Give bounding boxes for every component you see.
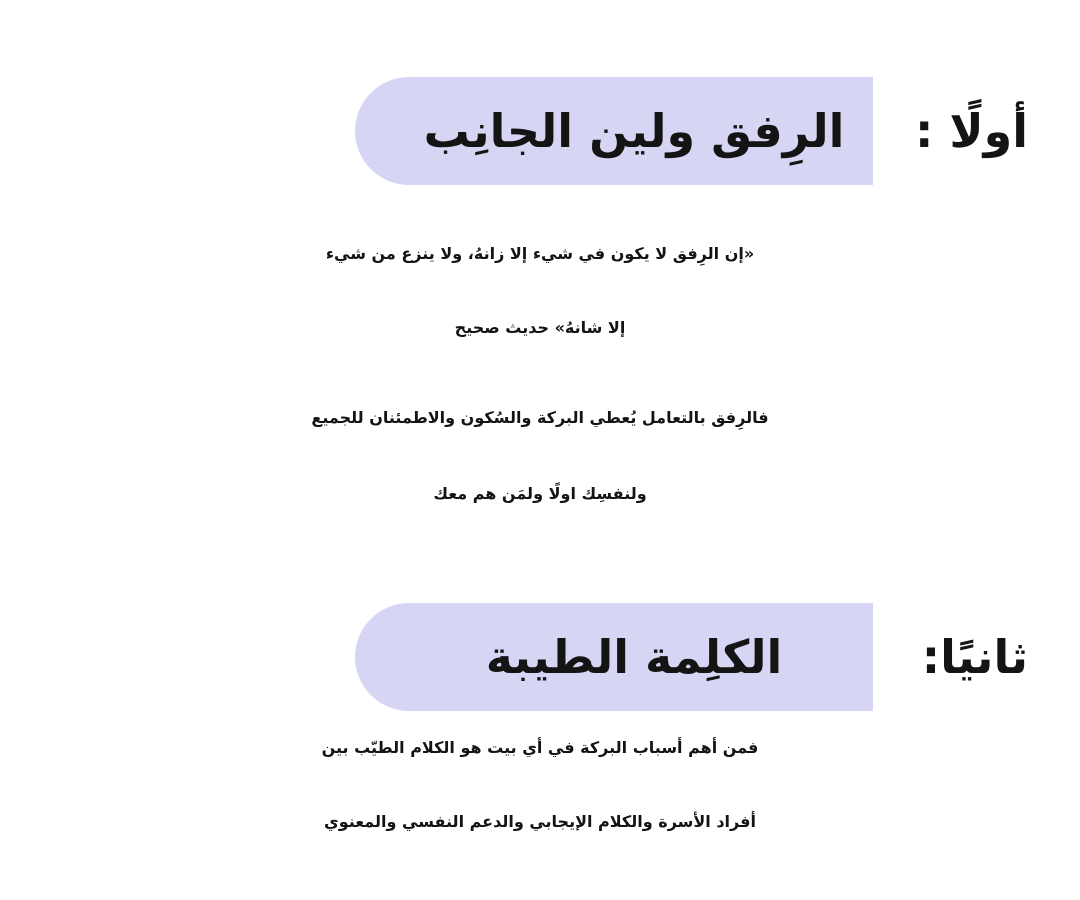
section-1-quote-line-2: إلا شانهُ» حديث صحيح [454,318,626,337]
section-2-ordinal: ثانيًا: [921,630,1028,684]
section-2-body-line-1: فمن أهم أسباب البركة في أي بيت هو الكلام الطيّب بين [321,738,759,757]
section-1-title: الرِفق ولين الجانِب [423,104,845,158]
section-1-quote-line-1: «إن الرِفق لا يكون في شيء إلا زانهُ، ولا ينزع من شيء [325,244,755,263]
section-1-body-line-1: فالرِفق بالتعامل يُعطي البركة والسُكون والاطمئنان للجميع [311,408,769,427]
section-1-body-line-2: ولنفسِك اولًا ولمَن هم معك [433,484,647,503]
section-2-title-pill [355,603,873,711]
section-2-header [0,603,1080,711]
section-1-ordinal: أولًا : [914,104,1028,158]
section-2-body-line-2: أفراد الأسرة والكلام الإيجابي والدعم النفسي والمعنوي [324,812,756,831]
section-1-header [0,77,1080,185]
section-2-title: الكلِمة الطيبة [485,630,783,684]
section-1-title-pill [355,77,873,185]
